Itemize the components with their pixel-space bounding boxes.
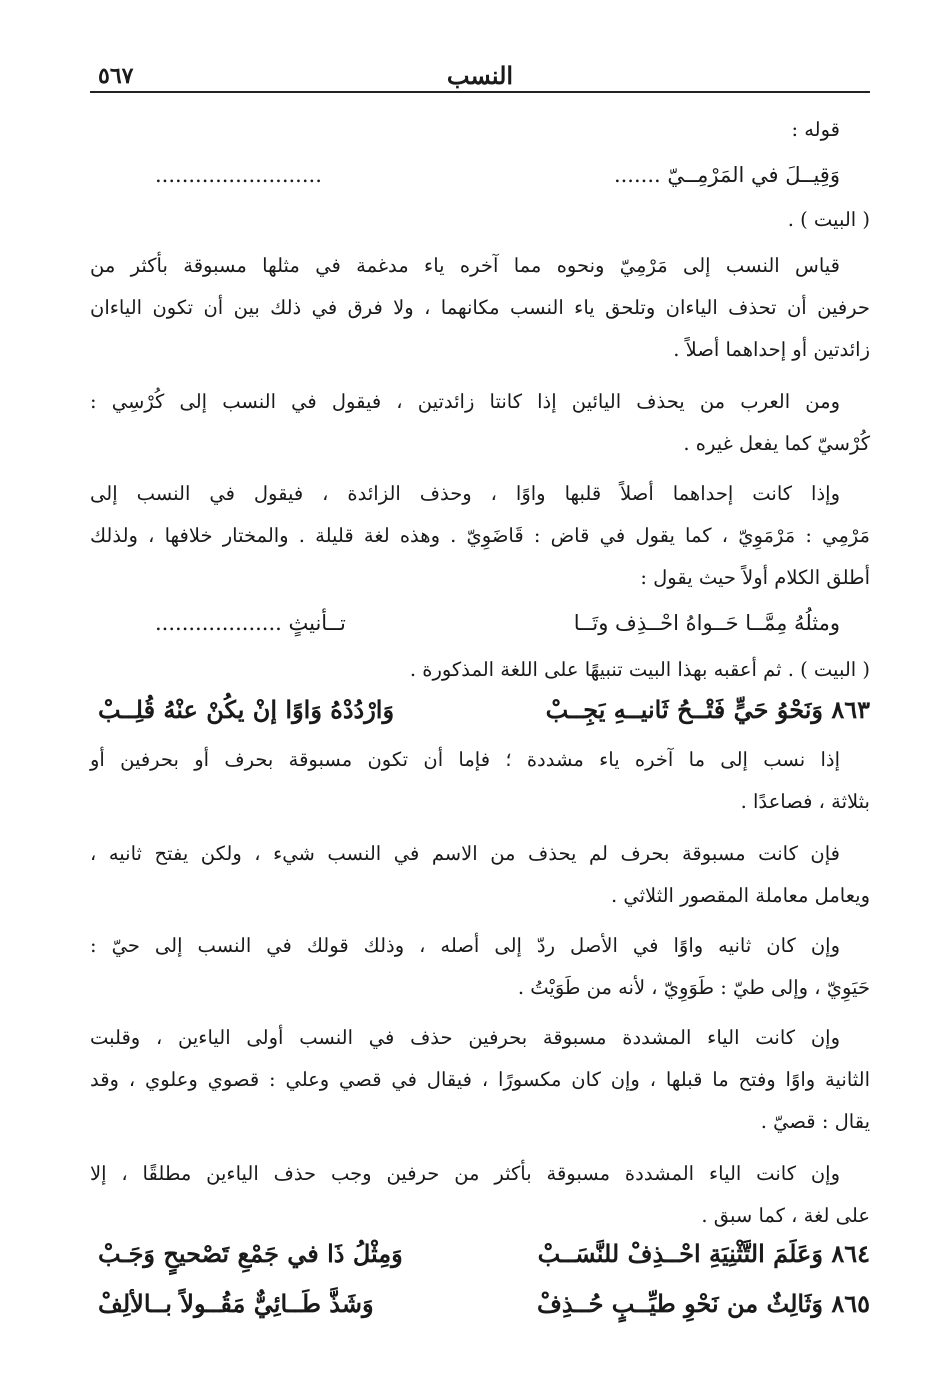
verse-number: ٨٦٤ bbox=[831, 1239, 870, 1268]
paragraph-line: حرفين أن تحذف الياءان وتلحق ياء النسب مكانهما ، ولا فرق في ذلك بين أن تكون الياءان bbox=[90, 296, 870, 319]
paragraph-line: وإن كانت الياء المشددة مسبوقة بأكثر من حرفين وجب حذف الياءين مطلقًا ، إلا bbox=[90, 1162, 840, 1185]
verse-quote-2 bbox=[90, 611, 870, 647]
paragraph-line: ويعامل معاملة المقصور الثلاثي . bbox=[610, 884, 870, 907]
paragraph-line: على لغة ، كما سبق . bbox=[701, 1204, 870, 1227]
paragraph-line: حَيَوِيّ ، وإلى طيّ : طَوَوِيّ ، لأنه من طَوَيْتُ . bbox=[517, 976, 870, 999]
book-page bbox=[90, 55, 870, 1355]
verse-863 bbox=[90, 695, 870, 731]
page-header bbox=[90, 55, 870, 93]
verse-right-with-number bbox=[537, 1289, 870, 1318]
page-number: ٥٦٧ bbox=[98, 63, 134, 89]
paragraph-line: كُرْسيّ كما يفعل غيره . bbox=[683, 432, 870, 455]
verse-864 bbox=[90, 1239, 870, 1275]
paragraph-line: ومن العرب من يحذف اليائين إذا كانتا زائدتين ، فيقول في النسب إلى كُرْسِي : bbox=[90, 390, 840, 413]
verse-hemistich-left: ......................... bbox=[155, 163, 322, 187]
verse-number: ٨٦٣ bbox=[831, 695, 870, 724]
page-title: النسب bbox=[446, 61, 514, 90]
verse-right-with-number bbox=[546, 695, 870, 724]
paragraph-line: الثانية واوًا وفتح ما قبلها ، وإن كان مكسورًا ، فيقال في قصي وعلي : قصوي وعلوي ، وقد bbox=[90, 1068, 870, 1091]
paragraph-line: مَرْمِي : مَرْمَوِيّ ، كما يقول في قاض : قَاضَوِيّ . وهذه لغة قليلة . والمختار خلافها ، ولذلك bbox=[90, 524, 870, 547]
paragraph-line: ( البيت ) . ثم أعقبه بهذا البيت تنبيهًا على اللغة المذكورة . bbox=[409, 658, 870, 681]
paragraph-line: قوله : bbox=[791, 118, 840, 141]
paragraph-line: بثلاثة ، فصاعدًا . bbox=[740, 790, 870, 813]
paragraph-line: إذا نسب إلى ما آخره ياء مشددة ؛ فإما أن تكون مسبوقة بحرف أو بحرفين أو bbox=[90, 748, 840, 771]
verse-hemistich-right: وَثَالِثٌ من نَحْوِ طيِّــبٍ حُــذِفْ bbox=[537, 1289, 823, 1318]
verse-865 bbox=[90, 1289, 870, 1325]
verse-number: ٨٦٥ bbox=[831, 1289, 870, 1318]
verse-hemistich-left: وَمِثْلُ ذَا في جَمْعِ تَصْحيحٍ وَجَـبْ bbox=[98, 1239, 403, 1268]
paragraph-line: وإن كانت الياء المشددة مسبوقة بحرفين حذف في النسب أولى الياءين ، وقلبت bbox=[90, 1026, 840, 1049]
header-rule bbox=[90, 91, 870, 93]
paragraph-line: وإن كان ثانيه واوًا في الأصل ردّ إلى أصله ، وذلك قولك في النسب إلى حيّ : bbox=[90, 934, 840, 957]
verse-hemistich-right: وَنَحْوُ حَيٍّ فَتْــحُ ثَانيــهِ يَجِــبْ bbox=[545, 695, 823, 724]
paragraph-line: زائدتين أو إحداهما أصلاً . bbox=[673, 338, 870, 361]
verse-hemistich-left: وَارْدُدْهُ وَاوًا إنْ يكُنْ عنْهُ قُلِــبْ bbox=[98, 695, 395, 724]
paragraph-line: أطلق الكلام أولاً حيث يقول : bbox=[640, 566, 870, 589]
verse-quote-1 bbox=[90, 163, 870, 199]
paragraph-line: وإذا كانت إحداهما أصلاً قلبها واوًا ، وحذف الزائدة ، فيقول في النسب إلى bbox=[90, 482, 840, 505]
paragraph-line: ( البيت ) . bbox=[787, 208, 870, 231]
paragraph-line: فإن كانت مسبوقة بحرف لم يحذف من الاسم في النسب شيء ، ولكن يفتح ثانيه ، bbox=[90, 842, 840, 865]
verse-right-with-number bbox=[538, 1239, 870, 1268]
verse-hemistich-right: وَقِيــلَ في المَرْمِــيّ ....... bbox=[613, 163, 840, 187]
verse-hemistich-right: ومثلُهُ مِمَّــا حَــواهُ احْــذِف وتَــا bbox=[573, 611, 840, 635]
verse-hemistich-left: تــأنيثٍ ................... bbox=[155, 611, 346, 635]
paragraph-line: يقال : قصيّ . bbox=[760, 1110, 870, 1133]
verse-hemistich-left: وَشَذَّ طَــائِيٌّ مَقُــولاً بــالألِفْ bbox=[98, 1289, 374, 1318]
verse-hemistich-right: وَعَلَمَ التَّثْنِيَةِ احْــذِفْ للنَّسَــبْ bbox=[537, 1239, 823, 1268]
paragraph-line: قياس النسب إلى مَرْمِيّ ونحوه مما آخره ياء مدغمة في مثلها مسبوقة بأكثر من bbox=[90, 254, 840, 277]
